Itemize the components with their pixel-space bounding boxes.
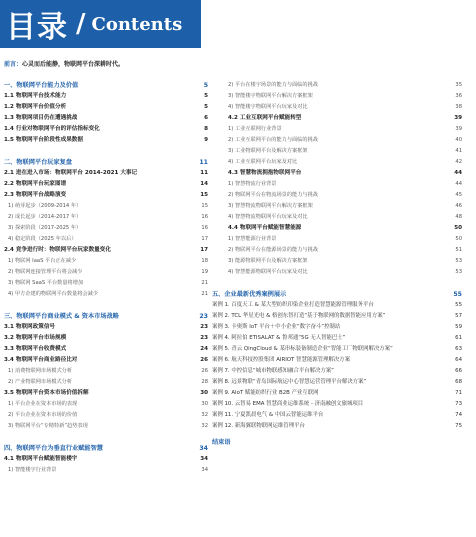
toc-entry-label: 3.5 物联网平台资本市场价值拆解	[4, 390, 89, 396]
toc-page-number: 53	[455, 269, 462, 275]
toc-page-number: 40	[455, 137, 462, 143]
toc-entry-label: 4) 智慧物流物联网平台玩家及对比	[228, 214, 308, 220]
toc-entry-label: 3) 物联网平台“专精特新”趋势表现	[8, 423, 88, 429]
toc-page-number: 48	[455, 214, 462, 220]
toc-item[interactable]	[212, 157, 462, 168]
toc-entry-label: 2) 平台在楼宇场景的能力与面临的挑战	[228, 82, 318, 88]
toc-entry-label: 3.1 物联网政策信号	[4, 324, 56, 330]
toc-page-number: 74	[455, 412, 462, 418]
toc-subsection[interactable]	[4, 344, 208, 355]
toc-subsection[interactable]	[4, 333, 208, 344]
toc-page-number: 23	[200, 324, 208, 330]
toc-page-number: 21	[201, 291, 208, 297]
toc-entry-label: 1.2 物联网平台价值分析	[4, 104, 67, 110]
toc-entry-label: 3) 智能楼宇物联网平台解决方案框架	[228, 93, 313, 99]
toc-entry-label: 1.3 物联网项目仍在遭遇挑战	[4, 115, 78, 121]
toc-entry-label: 1) 智慧物流行业背景	[228, 181, 277, 187]
toc-item[interactable]	[4, 399, 208, 410]
toc-item[interactable]	[4, 212, 208, 223]
toc-entry-label: 4.2 工业互联网平台赋能转型	[228, 115, 302, 121]
toc-page-number: 26	[201, 368, 208, 374]
toc-page-number: 55	[455, 302, 462, 308]
toc-entry-label: 2) 物联网平台在物流场景的能力与挑战	[228, 192, 318, 198]
toc-subsection[interactable]	[212, 113, 462, 124]
toc-entry-label: 3) 探索阶段（2017-2025 年）	[8, 225, 82, 231]
toc-page-number: 15	[201, 203, 208, 209]
toc-entry-label: 2.3 物联网平台战略演变	[4, 192, 67, 198]
toc-page-number: 30	[200, 390, 208, 396]
toc-subsection[interactable]	[4, 454, 208, 465]
toc-case[interactable]	[212, 311, 462, 322]
toc-item[interactable]	[212, 245, 462, 256]
toc-right-column	[212, 80, 462, 448]
toc-entry-label: 四、物联网平台为垂直行业赋能智慧	[4, 445, 103, 452]
toc-page-number: 61	[455, 335, 462, 341]
spacer	[4, 146, 208, 157]
toc-page-number: 14	[200, 181, 208, 187]
toc-section[interactable]	[4, 443, 208, 454]
toc-entry-label: 案例 8. 远景物联“青岛国际航运中心智慧运营管理平台解决方案”	[212, 379, 367, 385]
toc-item[interactable]	[4, 410, 208, 421]
toc-item[interactable]	[212, 190, 462, 201]
toc-page-number: 8	[204, 126, 208, 132]
toc-case[interactable]	[212, 333, 462, 344]
toc-entry-label: 2.1 进在进入市场：物联网平台 2014-2021 大事记	[4, 170, 138, 176]
toc-page-number: 32	[201, 412, 208, 418]
toc-entry-label: 3) 物联网 SaaS 平台数量将增加	[8, 280, 84, 286]
toc-item[interactable]	[212, 201, 462, 212]
banner-title-cn: 目录	[6, 10, 68, 45]
toc-entry-label: 3) 能源物联网平台及解决方案框架	[228, 258, 308, 264]
toc-entry-label: 2) 平台企业在资本市场的价值	[8, 412, 78, 418]
toc-page-number: 46	[455, 203, 462, 209]
toc-item[interactable]	[212, 212, 462, 223]
toc-entry-label: 案例 1. 百度天工 & 某大型纺织印染企业打造智慧能源管理服务平台	[212, 302, 374, 308]
toc-item[interactable]	[4, 421, 208, 432]
toc-entry-label: 二、物联网平台玩家复盘	[4, 159, 73, 166]
toc-page-number: 11	[200, 170, 208, 176]
toc-entry-label: 案例 6. 航天科技控股集团 AIRIOT 智慧能源管理解决方案	[212, 357, 350, 363]
toc-subsection[interactable]	[4, 135, 208, 146]
toc-entry-label: 1) 萌芽起步（2009-2014 年）	[8, 203, 82, 209]
toc-page-number: 75	[455, 423, 462, 429]
toc-item[interactable]	[212, 102, 462, 113]
toc-entry-label: 1) 物联网 IaaS 平台正在减少	[8, 258, 77, 264]
banner-slash: /	[76, 9, 86, 39]
toc-subsection[interactable]	[4, 113, 208, 124]
toc-page-number: 16	[201, 214, 208, 220]
toc-section[interactable]	[212, 437, 462, 448]
toc-page-number: 57	[455, 313, 462, 319]
toc-subsection[interactable]	[4, 102, 208, 113]
toc-entry-label: 案例 5. 青云 QingCloud & 某串标装备制造企业“智能工厂物联网解决方案”	[212, 346, 393, 352]
toc-item[interactable]	[212, 267, 462, 278]
toc-page-number: 73	[455, 401, 462, 407]
toc-page-number: 53	[455, 258, 462, 264]
toc-entry-label: 2.2 物联网平台玩家图谱	[4, 181, 67, 187]
toc-item[interactable]	[212, 146, 462, 157]
toc-page-number: 68	[455, 379, 462, 385]
toc-entry-label: 1) 工业互联网行业背景	[228, 126, 282, 132]
toc-page-number: 11	[199, 159, 208, 166]
toc-entry-label: 2) 物联网平台在能源场景的能力与挑战	[228, 247, 318, 253]
toc-item[interactable]	[4, 289, 208, 300]
toc-page-number: 51	[455, 247, 462, 253]
toc-case[interactable]	[212, 377, 462, 388]
toc-page-number: 64	[455, 357, 462, 363]
toc-subsection[interactable]	[4, 190, 208, 201]
toc-page-number: 71	[455, 390, 462, 396]
toc-page-number: 23	[200, 335, 208, 341]
toc-section[interactable]	[4, 80, 208, 91]
toc-entry-label: 案例 3. 卡奥斯 IoT 平台＋中小企业“数字奋斗”控制站	[212, 324, 341, 330]
toc-entry-label: 4) 工业互联网平台玩家及对比	[228, 159, 298, 165]
toc-entry-label: 案例 2. TCL 华星光电 & 格创东智打造“基于物联网的数据智能应用方案”	[212, 313, 386, 319]
toc-entry-label: 2) 成长起步（2014-2017 年）	[8, 214, 82, 220]
toc-page-number: 50	[454, 225, 462, 231]
toc-case[interactable]	[212, 388, 462, 399]
toc-item[interactable]	[4, 366, 208, 377]
toc-page-number: 26	[200, 357, 208, 363]
toc-entry-label: 3.4 物联网平台商业路径比对	[4, 357, 78, 363]
toc-left-column	[4, 80, 208, 476]
toc-entry-label: 4.1 物联网平台赋能智能楼宇	[4, 456, 78, 462]
toc-page-number: 30	[201, 401, 208, 407]
toc-entry-label: 五、企业最新优秀案例展示	[212, 291, 287, 298]
toc-page-number: 39	[455, 126, 462, 132]
toc-page-number: 39	[454, 115, 462, 121]
toc-entry-label: 2) 工业互联网平台的能力与面临的挑战	[228, 137, 318, 143]
toc-entry-label: 3.3 物联网平台收费模式	[4, 346, 67, 352]
toc-case[interactable]	[212, 344, 462, 355]
toc-case[interactable]	[212, 421, 462, 432]
toc-page-number: 32	[201, 423, 208, 429]
toc-page-number: 28	[201, 379, 208, 385]
toc-page-number: 44	[454, 170, 462, 176]
spacer	[212, 278, 462, 289]
toc-case[interactable]	[212, 366, 462, 377]
toc-item[interactable]	[4, 267, 208, 278]
toc-item[interactable]	[4, 377, 208, 388]
toc-entry-label: 三、物联网平台商业模式 & 资本市场战略	[4, 313, 119, 320]
toc-item[interactable]	[4, 234, 208, 245]
toc-entry-label: 3) 工业物联网平台及解决方案框架	[228, 148, 308, 154]
toc-item[interactable]	[4, 223, 208, 234]
toc-entry-label: 4.3 智慧物流拥抱物联网平台	[228, 170, 302, 176]
toc-item[interactable]	[212, 80, 462, 91]
toc-entry-label: 4) 甲方企建的物联网平台数量将会减少	[8, 291, 98, 297]
toc-subsection[interactable]	[212, 168, 462, 179]
toc-page-number: 6	[204, 115, 208, 121]
toc-entry-label: 1.4 行业对物联网平台的评估指标变化	[4, 126, 100, 132]
toc-page-number: 24	[200, 346, 208, 352]
toc-section[interactable]	[4, 157, 208, 168]
toc-entry-label: 结束语	[212, 439, 231, 446]
spacer	[4, 432, 208, 443]
toc-page-number: 17	[200, 247, 208, 253]
toc-entry-label: 3) 智慧物流物联网平台解决方案框架	[228, 203, 313, 209]
toc-entry-label: 2) 产业物联网市场模式分析	[8, 379, 73, 385]
toc-section[interactable]	[4, 311, 208, 322]
toc-subsection[interactable]	[212, 223, 462, 234]
toc-page-number: 34	[201, 467, 208, 473]
toc-entry-label: 2) 物联网连接管理平台将会减少	[8, 269, 83, 275]
preface-label: 前言：	[4, 61, 23, 68]
toc-item[interactable]	[212, 135, 462, 146]
toc-entry-label: 2.4 竞争进行时：物联网平台玩家数量变化	[4, 247, 111, 253]
toc-entry-label: 案例 9. AIoT 赋能纺织行业 B2B 产业互联网	[212, 390, 319, 396]
toc-entry-label: 1) 智慧能源行业背景	[228, 236, 277, 242]
toc-entry-label: 1.5 物联网平台阶段性成果数据	[4, 137, 83, 143]
toc-page-number: 9	[204, 137, 208, 143]
toc-section[interactable]	[212, 289, 462, 300]
toc-page-number: 15	[200, 192, 208, 198]
toc-page-number: 38	[455, 104, 462, 110]
contents-banner	[0, 0, 201, 48]
toc-page-number: 55	[453, 291, 462, 298]
toc-page-number: 17	[201, 236, 208, 242]
toc-item[interactable]	[212, 91, 462, 102]
toc-page-number: 34	[199, 445, 208, 452]
toc-item[interactable]	[212, 179, 462, 190]
toc-entry-label: 案例 7. 中控信息“城市物联感知融合平台解决方案”	[212, 368, 334, 374]
spacer	[4, 300, 208, 311]
toc-subsection[interactable]	[4, 388, 208, 399]
toc-entry-label: 一、物联网平台能力及价值	[4, 82, 79, 89]
toc-item[interactable]	[212, 124, 462, 135]
toc-page-number: 45	[455, 192, 462, 198]
toc-page-number: 16	[201, 225, 208, 231]
toc-item[interactable]	[4, 465, 208, 476]
toc-subsection[interactable]	[4, 245, 208, 256]
toc-page-number: 41	[455, 148, 462, 154]
toc-item[interactable]	[4, 278, 208, 289]
preface	[4, 59, 124, 68]
toc-case[interactable]	[212, 399, 462, 410]
toc-entry-label: 1) 智能楼宇行业背景	[8, 467, 57, 473]
toc-case[interactable]	[212, 322, 462, 333]
toc-page-number: 44	[455, 181, 462, 187]
toc-page-number: 36	[455, 93, 462, 99]
banner-title-en: Contents	[91, 13, 183, 35]
toc-entry-label: 1) 消费物联网市场模式分析	[8, 368, 73, 374]
toc-case[interactable]	[212, 300, 462, 311]
toc-page-number: 5	[204, 104, 208, 110]
toc-page-number: 42	[455, 159, 462, 165]
toc-entry-label: 3.2 物联网平台市场规模	[4, 335, 67, 341]
toc-item[interactable]	[4, 256, 208, 267]
toc-entry-label: 案例 11. 宁夏凯晨电气 & 中国云智能运维平台	[212, 412, 324, 418]
toc-page-number: 35	[455, 82, 462, 88]
toc-item[interactable]	[212, 256, 462, 267]
toc-page-number: 63	[455, 346, 462, 352]
toc-subsection[interactable]	[4, 91, 208, 102]
toc-entry-label: 1.1 物联网平台技术能力	[4, 93, 67, 99]
toc-page-number: 21	[201, 280, 208, 286]
toc-item[interactable]	[4, 201, 208, 212]
toc-entry-label: 案例 4. 阿拉伯 ETISALAT & 鲁邦通“5G 无人智能巴士”	[212, 335, 346, 341]
toc-subsection[interactable]	[4, 168, 208, 179]
toc-page-number: 5	[203, 82, 208, 89]
toc-case[interactable]	[212, 355, 462, 366]
preface-text: 心灵而后能静，物联网平台深耕时代。	[22, 61, 125, 68]
toc-entry-label: 4.4 物联网平台赋能智慧能源	[228, 225, 302, 231]
toc-entry-label: 案例 12. 新海翼联物联网运维管理平台	[212, 423, 305, 429]
toc-page-number: 50	[455, 236, 462, 242]
toc-page-number: 18	[201, 258, 208, 264]
toc-page-number: 5	[204, 93, 208, 99]
toc-entry-label: 案例 10. 云智易 EMA 智慧商业运维系统 - 济南融创文旅城项目	[212, 401, 364, 407]
toc-subsection[interactable]	[4, 322, 208, 333]
toc-entry-label: 4) 智能楼宇物联网平台玩家及对比	[228, 104, 308, 110]
toc-subsection[interactable]	[4, 355, 208, 366]
toc-page-number: 66	[455, 368, 462, 374]
toc-entry-label: 4) 稳定阶段（2025 年以后）	[8, 236, 77, 242]
toc-page-number: 34	[200, 456, 208, 462]
toc-entry-label: 1) 平台企业在资本市场的表现	[8, 401, 78, 407]
toc-page-number: 59	[455, 324, 462, 330]
toc-page-number: 23	[199, 313, 208, 320]
toc-subsection[interactable]	[4, 124, 208, 135]
toc-case[interactable]	[212, 410, 462, 421]
toc-entry-label: 4) 智慧能源物联网平台玩家及对比	[228, 269, 308, 275]
toc-item[interactable]	[212, 234, 462, 245]
toc-page-number: 19	[201, 269, 208, 275]
toc-subsection[interactable]	[4, 179, 208, 190]
